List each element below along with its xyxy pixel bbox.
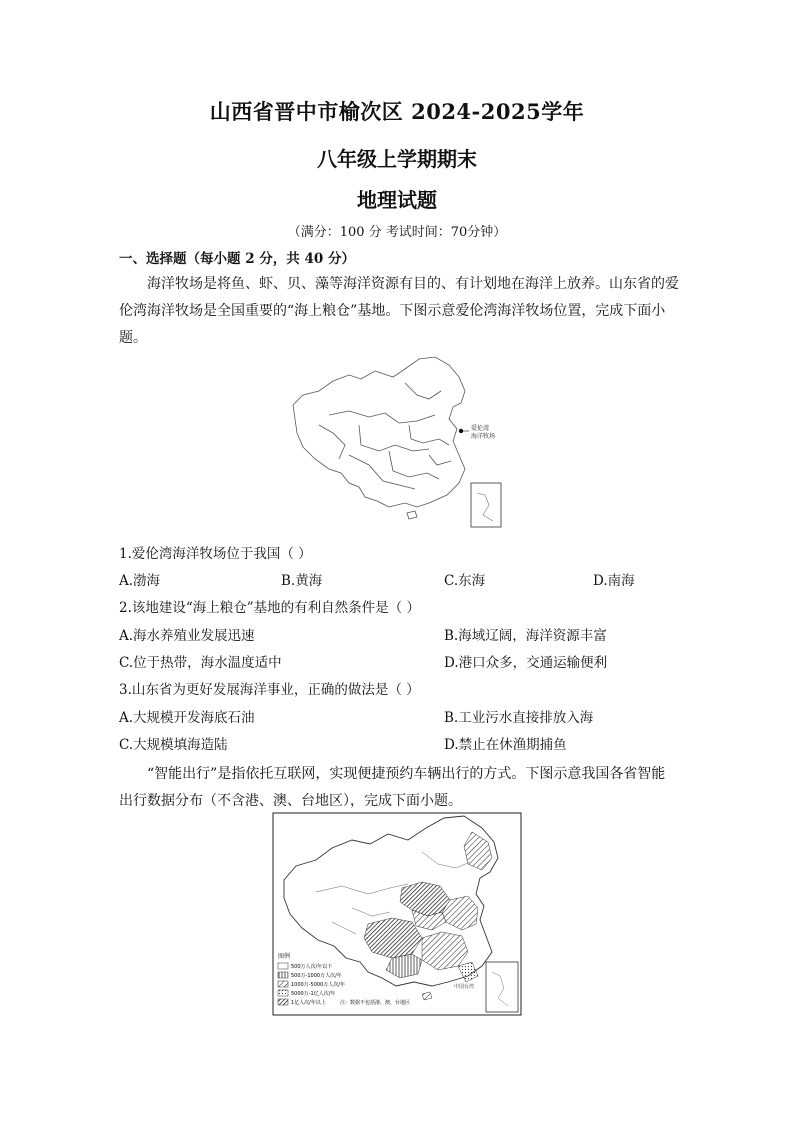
q1-option-c[interactable]: C.东海 xyxy=(444,573,486,589)
exam-title-line1: 山西省晋中市榆次区 2024-2025学年 xyxy=(209,99,585,124)
question-2-stem: 2.该地建设“海上粮仓”基地的有利自然条件是（ ） xyxy=(119,600,420,616)
q2-option-c[interactable]: C.位于热带，海水温度适中 xyxy=(119,655,282,671)
china-outline xyxy=(293,357,465,507)
q1-option-d[interactable]: D.南海 xyxy=(593,573,635,589)
legend-item-4: 5000万-1亿人次/年 xyxy=(291,991,336,997)
legend-item-5: 1亿人次/年以上 xyxy=(291,1000,326,1006)
score-info: （满分：100 分 考试时间：70分钟） xyxy=(287,225,507,240)
south-china-sea-inset xyxy=(471,483,501,527)
exam-title-line2: 八年级上学期期末 xyxy=(317,147,477,171)
q1-option-a[interactable]: A.渤海 xyxy=(119,573,161,589)
q3-option-d[interactable]: D.禁止在休渔期捕鱼 xyxy=(444,737,567,753)
q2-option-a[interactable]: A.海水养殖业发展迅速 xyxy=(119,628,255,644)
question-3-stem: 3.山东省为更好发展海洋事业，正确的做法是（ ） xyxy=(119,682,420,698)
q3-option-b[interactable]: B.工业污水直接排放入海 xyxy=(444,710,594,726)
china-map-2 xyxy=(272,812,522,1016)
q3-option-a[interactable]: A.大规模开发海底石油 xyxy=(119,710,255,726)
map1-label-line2: 海洋牧场 xyxy=(471,433,496,440)
q2-option-d[interactable]: D.港口众多，交通运输便利 xyxy=(444,655,608,671)
legend-item-2: 500万-1000万人次/年 xyxy=(291,973,342,979)
legend-item-3: 1000万-5000万人次/年 xyxy=(291,982,345,988)
map1-label-line1: 爱伦湾 xyxy=(471,425,490,432)
hainan-island xyxy=(407,511,417,519)
legend-item-1: 500万人次/年以下 xyxy=(291,964,333,970)
section-heading: 一、选择题（每小题 2 分，共 40 分） xyxy=(119,251,355,267)
q2-option-b[interactable]: B.海域辽阔，海洋资源丰富 xyxy=(444,628,607,644)
question-1-stem: 1.爱伦湾海洋牧场位于我国（ ） xyxy=(119,546,312,562)
legend-title: 图例 xyxy=(278,953,291,960)
taiwan-label: 中国台湾 xyxy=(454,984,475,990)
passage-2: “智能出行”是指依托互联网，实现便捷预约车辆出行的方式。下图示意我国各省智能出行数据分布（不含港、澳、台地区），完成下面小题。 xyxy=(119,766,666,809)
passage-1: 海洋牧场是将鱼、虾、贝、藻等海洋资源有目的、有计划地在海洋上放养。山东省的爱伦湾海洋牧场是全国重要的“海上粮仓”基地。下图示意爱伦湾海洋牧场位置，完成下面小题。 xyxy=(119,276,679,346)
china-map-1 xyxy=(289,355,505,529)
q3-option-c[interactable]: C.大规模填海造陆 xyxy=(119,737,228,753)
exam-title-line3: 地理试题 xyxy=(357,188,437,212)
legend-note: 注：数据不包括港、澳、台地区 xyxy=(340,1000,411,1006)
south-china-sea-inset-2 xyxy=(486,962,518,1012)
q1-option-b[interactable]: B.黄海 xyxy=(281,573,323,589)
